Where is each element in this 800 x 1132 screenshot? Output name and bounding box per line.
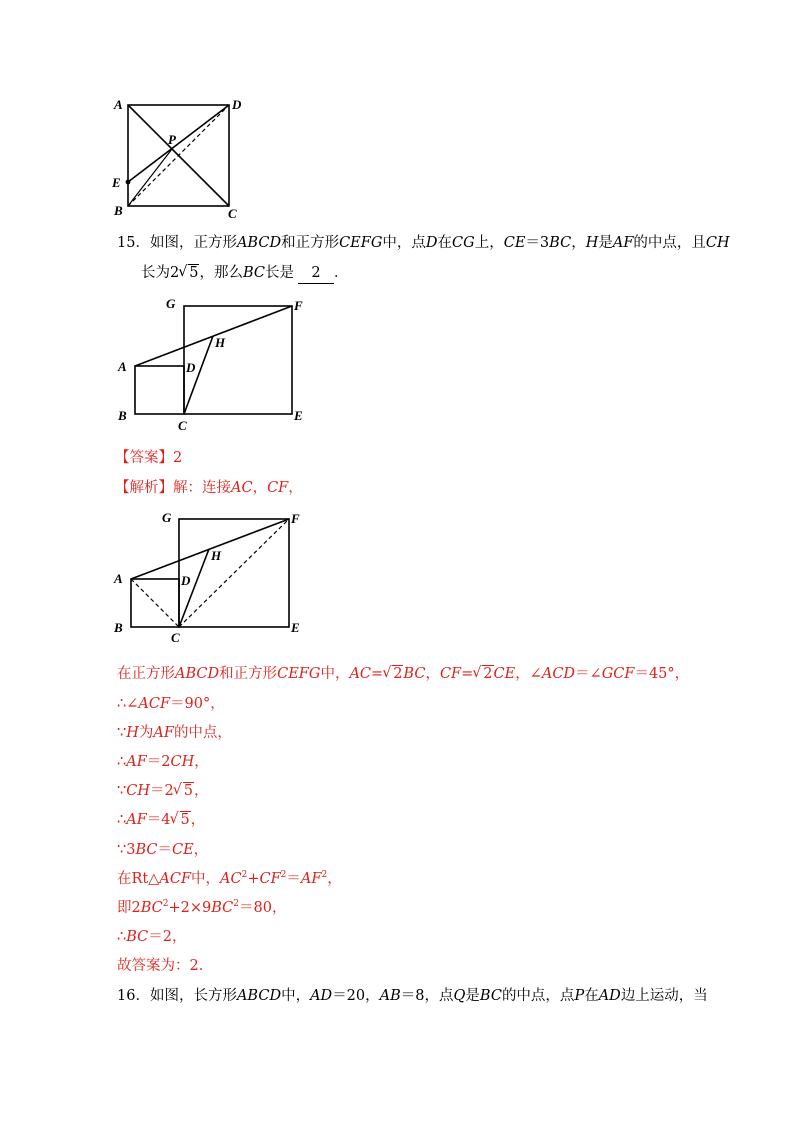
solution-line-4 bbox=[117, 752, 209, 772]
text: ∵ bbox=[117, 725, 127, 741]
math-var: AC bbox=[220, 871, 242, 887]
label-a: A bbox=[114, 97, 123, 112]
math-var: BC bbox=[126, 929, 149, 945]
text: = bbox=[461, 666, 474, 682]
figure-square-apd bbox=[108, 94, 248, 222]
superscript: 2 bbox=[233, 899, 240, 909]
text: ∴ bbox=[117, 754, 127, 770]
label-f: F bbox=[294, 298, 303, 313]
solution-line-2 bbox=[117, 694, 225, 714]
math-var: CF bbox=[259, 871, 281, 887]
math-var: P bbox=[574, 988, 585, 1004]
text: 边上运动，当 bbox=[620, 988, 708, 1004]
square-cefg bbox=[184, 306, 292, 414]
label-c: C bbox=[178, 418, 187, 433]
label-e: E bbox=[291, 620, 300, 635]
segment-cf-dashed bbox=[179, 519, 289, 627]
text: 中，点 bbox=[382, 235, 426, 251]
math-var: AF bbox=[153, 725, 174, 741]
superscript: 2 bbox=[162, 899, 169, 909]
sqrt-radicand: 5 bbox=[189, 265, 199, 281]
point-e bbox=[126, 180, 131, 185]
text: 上， bbox=[474, 235, 504, 251]
text: ， bbox=[288, 480, 303, 496]
figure-q15 bbox=[112, 292, 322, 434]
problem-15-line2 bbox=[141, 263, 349, 284]
text: ， bbox=[194, 754, 209, 770]
solution-line-11 bbox=[117, 956, 213, 976]
text: + bbox=[247, 871, 260, 887]
label-b: B bbox=[118, 408, 127, 423]
text: 在 bbox=[437, 235, 453, 251]
superscript: 2 bbox=[241, 870, 248, 880]
label-d: D bbox=[181, 573, 191, 588]
figure-solution bbox=[108, 507, 318, 647]
text: ∴∠ bbox=[117, 696, 139, 712]
math-var: ACF bbox=[159, 871, 192, 887]
text: ＝2 bbox=[149, 783, 174, 799]
text: ， bbox=[327, 871, 342, 887]
text: 在Rt△ bbox=[117, 871, 160, 887]
text: ＝ bbox=[157, 842, 172, 858]
sqrt-radicand: 2 bbox=[393, 666, 403, 682]
math-var: CG bbox=[452, 235, 475, 251]
math-var: BC bbox=[135, 842, 158, 858]
label-h: H bbox=[215, 335, 226, 350]
sqrt-radicand: 2 bbox=[483, 666, 493, 682]
math-var: BC bbox=[479, 988, 502, 1004]
math-var: Q bbox=[453, 988, 466, 1004]
text: 是 bbox=[465, 988, 480, 1004]
math-var: ACF bbox=[138, 696, 171, 712]
label-a: A bbox=[114, 571, 123, 586]
label-b: B bbox=[114, 620, 123, 635]
text: 在正方形 bbox=[117, 666, 175, 682]
label-b: B bbox=[114, 203, 123, 218]
text: 解：连接 bbox=[173, 480, 231, 496]
math-var: CH bbox=[170, 754, 195, 770]
text: 中， bbox=[281, 988, 311, 1004]
label-a: A bbox=[118, 359, 127, 374]
label-e: E bbox=[294, 408, 303, 423]
segment-af bbox=[135, 306, 292, 366]
solution-line-1 bbox=[117, 664, 689, 684]
sqrt bbox=[383, 664, 403, 684]
segment-ch bbox=[184, 336, 213, 414]
math-var: AF bbox=[612, 235, 634, 251]
math-var: BC bbox=[242, 265, 265, 281]
solution-line-6 bbox=[117, 810, 205, 830]
text: 中， bbox=[320, 666, 350, 682]
text: ＝2， bbox=[148, 929, 187, 945]
math-var: CH bbox=[126, 783, 150, 799]
text: ∵ bbox=[117, 783, 127, 799]
math-var: BC bbox=[211, 900, 234, 916]
label-h: H bbox=[211, 548, 222, 563]
analysis-tag: 【解析】 bbox=[115, 480, 173, 496]
solution-line-7 bbox=[117, 840, 208, 860]
math-var: CE bbox=[171, 842, 194, 858]
solution-line-5 bbox=[117, 781, 208, 801]
problem-number: 16． bbox=[117, 988, 150, 1004]
text: ，那么 bbox=[199, 265, 243, 281]
math-var: CF bbox=[439, 666, 462, 682]
text: 长为2 bbox=[141, 265, 180, 281]
solution-line-8 bbox=[117, 869, 342, 889]
label-g: G bbox=[162, 510, 172, 525]
math-var: CE bbox=[503, 235, 526, 251]
math-var: AF bbox=[126, 812, 147, 828]
solution-line-9 bbox=[117, 898, 286, 918]
label-d: D bbox=[186, 360, 196, 375]
answer-tag: 【答案】 bbox=[115, 450, 173, 466]
label-g: G bbox=[166, 296, 176, 311]
label-d: D bbox=[232, 97, 242, 112]
math-var: CE bbox=[493, 666, 516, 682]
sqrt bbox=[171, 810, 191, 830]
problem-15-line1 bbox=[117, 233, 730, 253]
label-c: C bbox=[171, 630, 180, 645]
text: 长是 bbox=[265, 265, 294, 281]
solution-line-3 bbox=[117, 723, 232, 743]
text: 的中点，点 bbox=[501, 988, 575, 1004]
math-var: AF bbox=[126, 754, 147, 770]
math-var: AC bbox=[349, 666, 372, 682]
math-var: CEFG bbox=[277, 666, 321, 682]
text: 的中点，且 bbox=[633, 235, 706, 251]
text: ， bbox=[193, 783, 209, 799]
text: ＝20， bbox=[332, 988, 380, 1004]
sqrt bbox=[179, 263, 199, 283]
text: ＝80， bbox=[239, 900, 287, 916]
text: 是 bbox=[598, 235, 613, 251]
segment-ac-dashed bbox=[131, 579, 179, 627]
label-p: P bbox=[168, 132, 176, 147]
math-var: ABCD bbox=[236, 235, 282, 251]
problem-16-line1 bbox=[117, 986, 708, 1006]
segment-ed bbox=[128, 105, 229, 182]
sqrt-radicand: 5 bbox=[183, 783, 193, 799]
text: 为 bbox=[138, 725, 154, 741]
text: 和正方形 bbox=[281, 235, 340, 251]
math-var: AC bbox=[231, 480, 253, 496]
text: 和正方形 bbox=[219, 666, 278, 682]
text: 如图，正方形 bbox=[149, 235, 237, 251]
sqrt bbox=[174, 781, 194, 801]
math-var: CH bbox=[705, 235, 730, 251]
text: ＝ bbox=[286, 871, 301, 887]
math-var: CF bbox=[267, 480, 289, 496]
math-var: AF bbox=[300, 871, 322, 887]
math-var: GCF bbox=[601, 666, 635, 682]
answer-value: 2 bbox=[173, 450, 183, 466]
text: = bbox=[371, 666, 384, 682]
segment-af bbox=[131, 519, 289, 579]
text: 中， bbox=[191, 871, 221, 887]
superscript: 2 bbox=[321, 870, 328, 880]
text: ， bbox=[571, 235, 586, 251]
text: ＝3 bbox=[525, 235, 550, 251]
math-var: ACD bbox=[541, 666, 576, 682]
math-var: AD bbox=[310, 988, 333, 1004]
problem-number: 15． bbox=[117, 235, 150, 251]
text: ＝90°， bbox=[170, 696, 225, 712]
answer-line bbox=[115, 448, 182, 468]
superscript: 2 bbox=[280, 870, 287, 880]
text: +2×9 bbox=[168, 900, 212, 916]
text: ， bbox=[193, 842, 209, 858]
math-var: BC bbox=[140, 900, 163, 916]
text: 如图，长方形 bbox=[149, 988, 237, 1004]
math-var: ABCD bbox=[175, 666, 220, 682]
math-var: H bbox=[126, 725, 139, 741]
text: 在 bbox=[584, 988, 599, 1004]
solution-line-10 bbox=[117, 927, 187, 947]
math-var: H bbox=[585, 235, 599, 251]
sqrt-radicand: 5 bbox=[180, 812, 190, 828]
text: ＝∠ bbox=[575, 666, 602, 682]
math-var: AB bbox=[379, 988, 401, 1004]
text: ， bbox=[425, 666, 440, 682]
label-f: F bbox=[291, 511, 300, 526]
text: 故答案为：2． bbox=[117, 958, 214, 974]
math-var: ABCD bbox=[236, 988, 282, 1004]
square-abcd bbox=[135, 366, 184, 414]
math-var: CEFG bbox=[339, 235, 383, 251]
analysis-line bbox=[115, 478, 303, 498]
text: ，∠ bbox=[515, 666, 542, 682]
text: ， bbox=[190, 812, 206, 828]
text: ， bbox=[252, 480, 268, 496]
answer-blank: 2 bbox=[298, 263, 334, 284]
math-var: BC bbox=[403, 666, 426, 682]
text: ＝2 bbox=[146, 754, 171, 770]
math-var: BC bbox=[549, 235, 572, 251]
text: ∴ bbox=[117, 812, 127, 828]
segment-ch bbox=[179, 549, 209, 627]
text: ＝8，点 bbox=[400, 988, 454, 1004]
text: 的中点， bbox=[173, 725, 232, 741]
sqrt bbox=[473, 664, 493, 684]
label-c: C bbox=[228, 206, 237, 221]
label-e: E bbox=[112, 175, 121, 190]
math-var: AD bbox=[598, 988, 621, 1004]
text: ∴ bbox=[117, 929, 127, 945]
text: 即2 bbox=[117, 900, 141, 916]
text: ＝4 bbox=[146, 812, 171, 828]
text: ∵3 bbox=[117, 842, 136, 858]
text: ＝45°， bbox=[634, 666, 690, 682]
text: ． bbox=[334, 265, 349, 281]
math-var: D bbox=[425, 235, 438, 251]
